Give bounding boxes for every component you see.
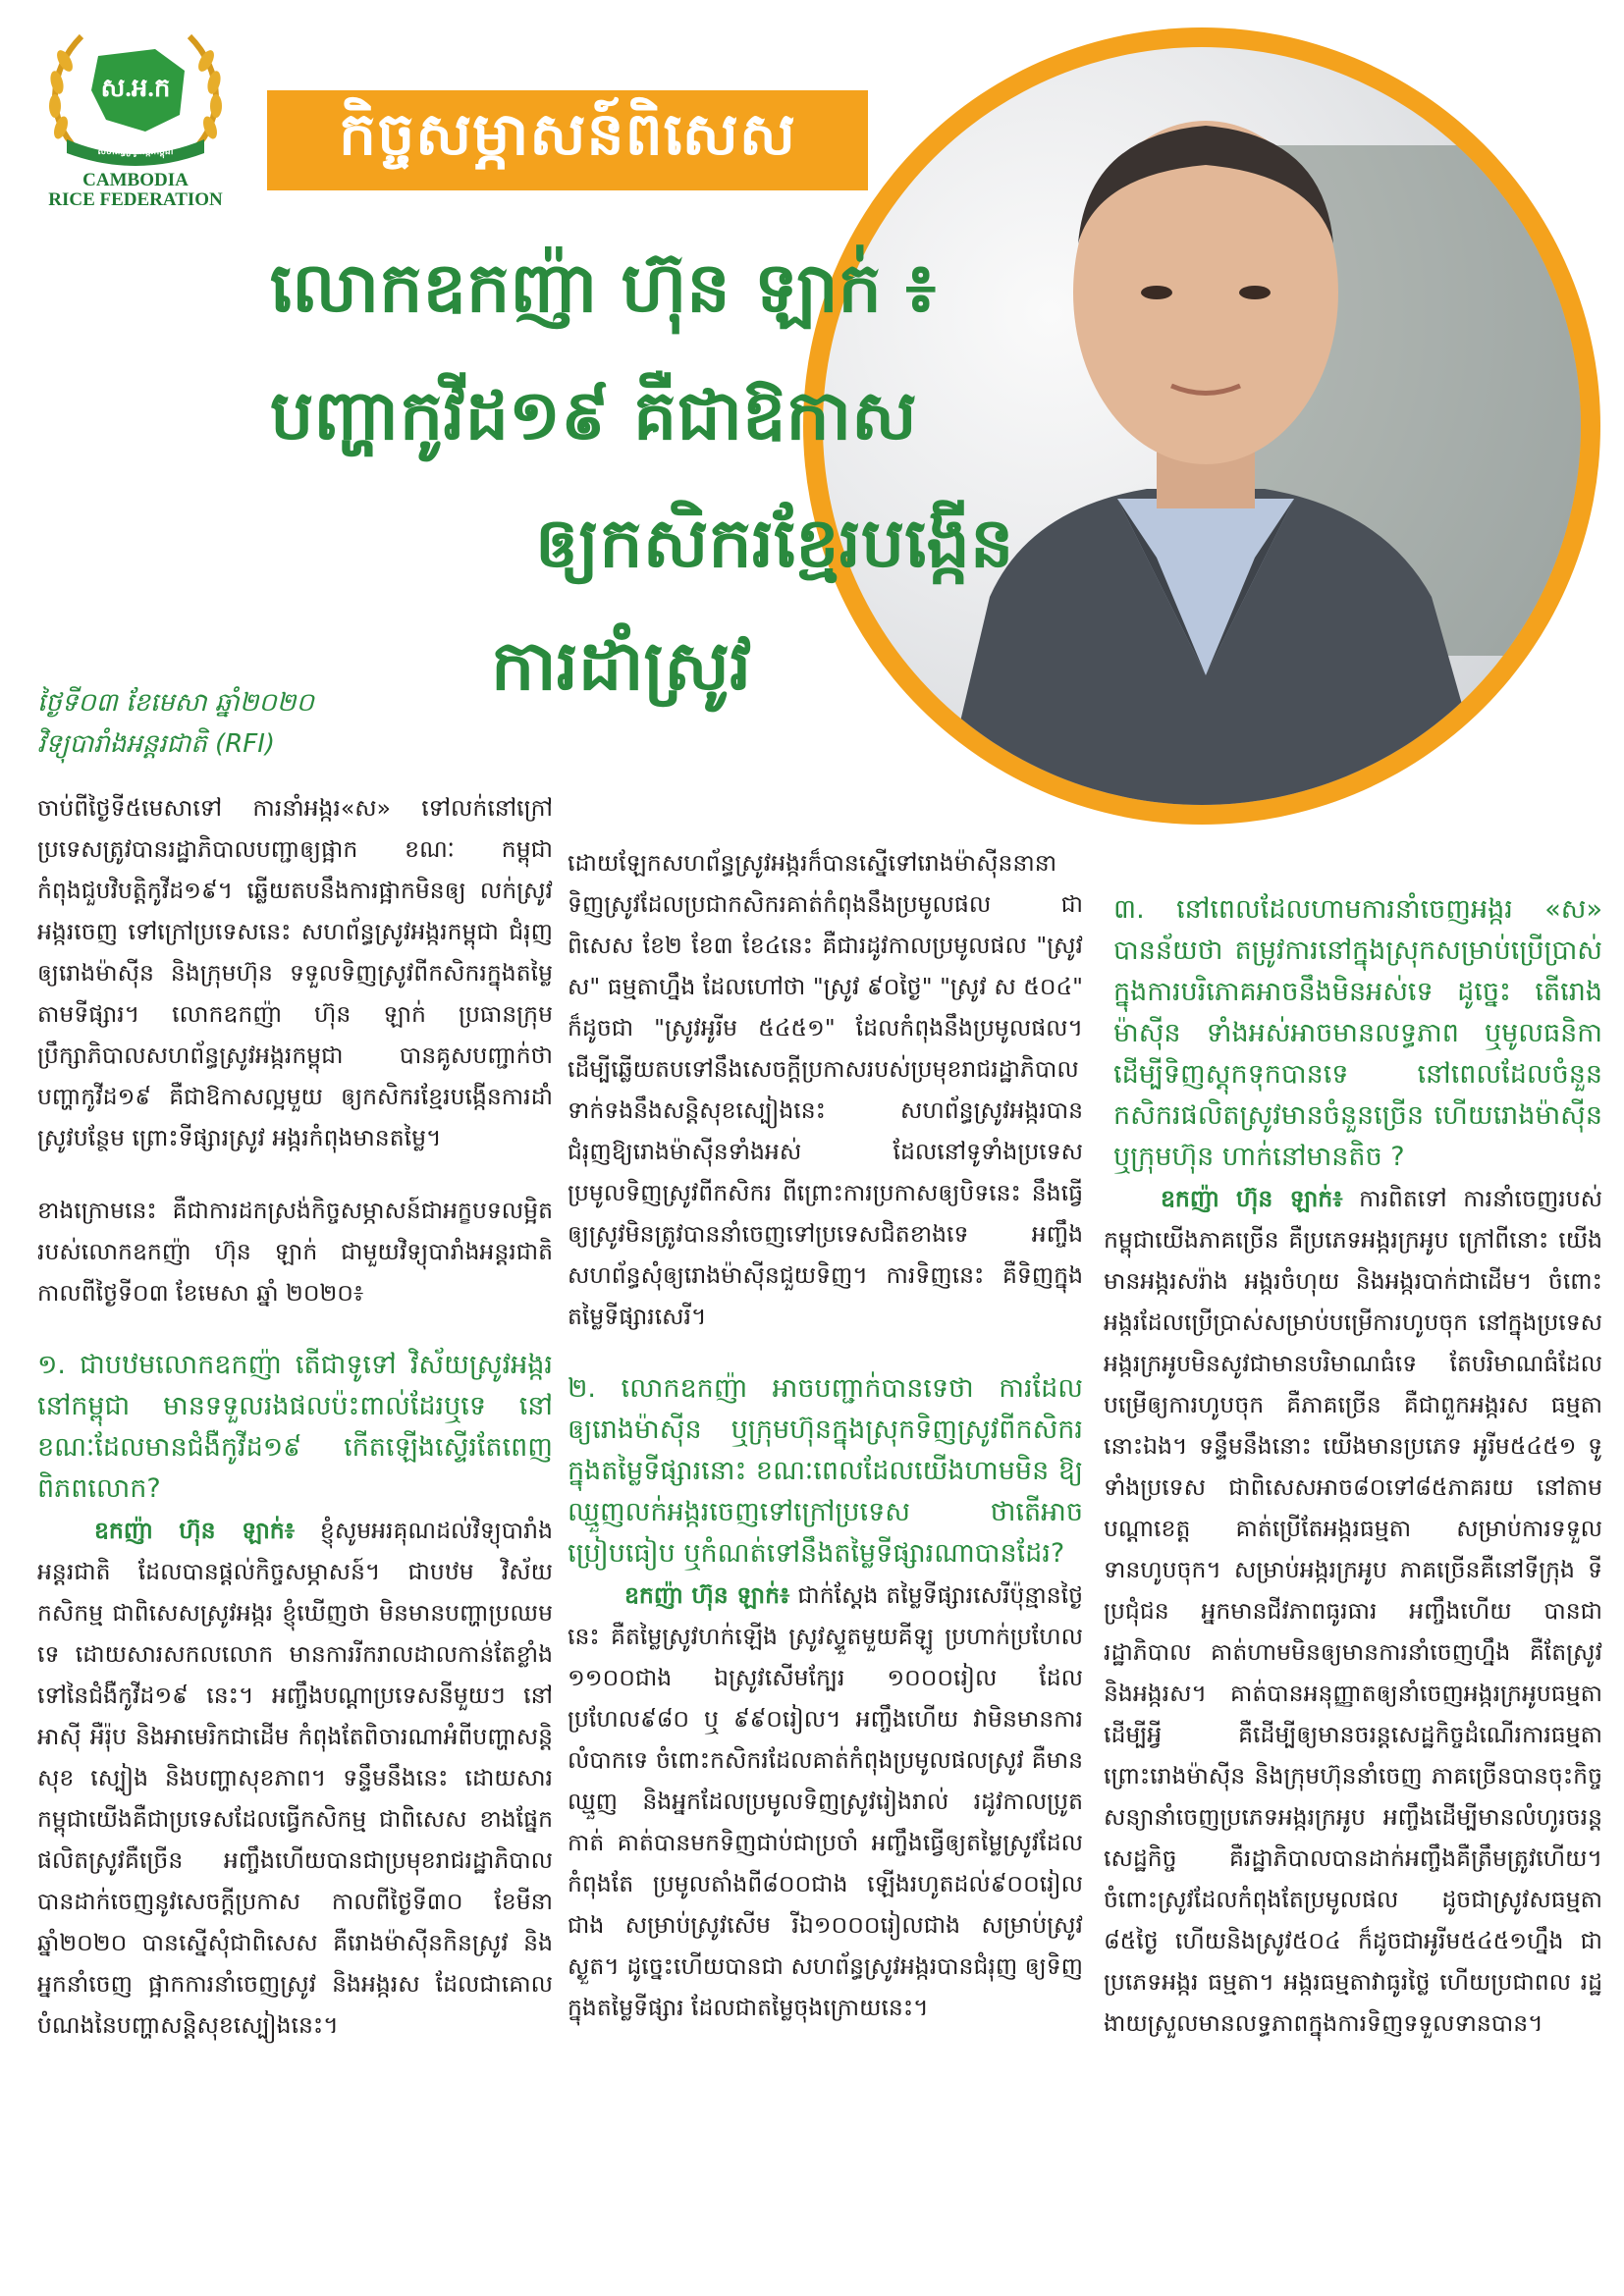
logo-ribbon-text: សហព័ន្ធស្រូវអង្ករកម្ពុជា bbox=[97, 146, 174, 156]
answer-2-text: ជាក់ស្តែង តម្លៃទីផ្សារសេរីប៉ុន្មានថ្ងៃនេះ គឺតម្លៃស្រូវហក់ឡើង ស្រូវស្ទួតមួយគីឡូ ប្រហាក់ប្រហែល ១១០០ជាង ឯស្រូវសើមក្បែរ ១០០០រៀល ដែលប្រហែល៩៨០ ឬ ៩៩០រៀល។ អញ្ចឹងហើយ វាមិនមានការលំបាកទេ ចំពោះកសិករដែលគាត់កំពុងប្រមូលផលស្រូវ គឺមានឈ្មួញ និងអ្នកដែលប្រមូលទិញស្រូវរៀងរាល់ រដូវកាលប្រូតកាត់ គាត់បានមកទិញជាប់ជាប្រចាំ អញ្ចឹងធ្វើឲ្យតម្លៃស្រូវដែលកំពុងតែ ប្រមូលតាំងពី៨០០ជាង ឡើងរហូតដល់៩០០រៀលជាង សម្រាប់ស្រូវសើម រីឯ១០០០រៀលជាង សម្រាប់ស្រូវស្ងួត។ ដូច្នេះហើយបានជា សហព័ន្ធស្រូវអង្ករបានជំរុញ ឲ្យទិញក្នុងតម្លៃទីផ្សារ ដែលជាតម្លៃចុងក្រោយនេះ។ bbox=[568, 1581, 1083, 2021]
headline-line3: ឲ្យកសិករខ្មែរបង្កើន bbox=[535, 503, 1014, 583]
dateline bbox=[37, 682, 314, 765]
answer-1-text: ខ្ញុំសូមអរគុណដល់វិទ្យុបារាំងអន្តរជាតិ ដែលបានផ្តល់កិច្ចសម្ភាសន៍។ ជាបឋម វិស័យកសិកម្ម ជាពិសេសស្រូវអង្ករ ខ្ញុំឃើញថា មិនមានបញ្ហាប្រឈមទេ ដោយសារសកលលោក មានការរីករាលដាលកាន់តែខ្លាំងទៅនៃជំងឺកូវីដ១៩ នេះ។ អញ្ចឹងបណ្តាប្រទេសនីមួយៗ នៅអាស៊ី អឺរ៉ុប និងអាមេរិកជាដើម កំពុងតែពិចារណាអំពីបញ្ហាសន្តិសុខ ស្បៀង និងបញ្ហាសុខភាព។ ទន្ទឹមនឹងនេះ ដោយសារកម្ពុជាយើងគឺជាប្រទេសដែលធ្វើកសិកម្ម ជាពិសេស ខាងផ្នែកផលិតស្រូវគឺច្រើន អញ្ចឹងហើយបានជាប្រមុខរាជរដ្ឋាភិបាល បានដាក់ចេញនូវសេចក្តីប្រកាស កាលពីថ្ងៃទី៣០ ខែមីនា ឆ្នាំ២០២០ បានស្នើសុំជាពិសេស គឺរោងម៉ាស៊ីនកិនស្រូវ និងអ្នកនាំចេញ ផ្អាកការនាំចេញស្រូវ និងអង្ករស ដែលជាគោលបំណងនៃបញ្ហាសន្តិសុខស្បៀងនេះ។ bbox=[37, 1517, 553, 2039]
question-2: ២. លោកឧកញ៉ា អាចបញ្ជាក់បានទេថា ការដែលឲ្យរោងម៉ាស៊ីន ឬក្រុមហ៊ុនក្នុងស្រុកទិញស្រូវពីកសិករក្នុងតម្លៃទីផ្សារនោះ ខណៈពេលដែលយើងហាមមិន ឱ្យឈ្មួញលក់អង្ករចេញទៅក្រៅប្រទេស ថាតើអាចប្រៀបធៀប ឬកំណត់ទៅនឹងតម្លៃទីផ្សារណាបានដែរ? bbox=[568, 1373, 1083, 1569]
article-column-3 bbox=[1104, 889, 1602, 2075]
person-portrait-icon bbox=[823, 47, 1581, 805]
answer-1 bbox=[37, 1510, 553, 2046]
headline-line2: បញ្ហាកូវីដ១៩ គឺជាឱកាស bbox=[270, 375, 917, 455]
speaker-label: ឧកញ៉ា ហ៊ុន ឡាក់៖ bbox=[1161, 1185, 1343, 1212]
cambodia-rice-federation-logo bbox=[37, 22, 234, 228]
headline-line1: លោកឧកញ៉ា ហ៊ុន ឡាក់ ៖ bbox=[270, 247, 937, 328]
answer-3 bbox=[1104, 1178, 1602, 2044]
article-column-1 bbox=[37, 787, 553, 2077]
article-date: ថ្ងៃទី០៣ ខែមេសា ឆ្នាំ២០២០ bbox=[37, 688, 314, 718]
question-1: ១. ជាបឋមលោកឧកញ៉ា តើជាទូទៅ វិស័យស្រូវអង្ករនៅកម្ពុជា មានទទួលរងផលប៉ះពាល់ដែរឬទេ នៅ ខណៈដែលមានជំងឺកូវីដ១៩ កើតឡើងស្ទើរតែពេញពិភពលោក? bbox=[37, 1350, 553, 1504]
answer-3-text: ការពិតទៅ ការនាំចេញរបស់កម្ពុជាយើងភាគច្រើន គឺប្រភេទអង្ករក្រអូប ក្រៅពីនោះ យើងមានអង្ករសរ៉ាង អង្ករចំហុយ និងអង្ករបាក់ជាដើម។ ចំពោះអង្ករដែលប្រើប្រាស់សម្រាប់បម្រើការហូបចុក នៅក្នុងប្រទេស អង្ករក្រអូបមិនសូវជាមានបរិមាណធំទេ តែបរិមាណធំដែលបម្រើឲ្យការហូបចុក គឺភាគច្រើន គឺជាពួកអង្ករស ធម្មតានោះឯង។ ទន្ទឹមនឹងនោះ យើងមានប្រភេទ អូរីម៥៤៥១ ទូទាំងប្រទេស ជាពិសេសអាច៨០ទៅ៨៥ភាគរយ នៅតាមបណ្តាខេត្ត គាត់ប្រើតែអង្ករធម្មតា សម្រាប់ការទទួលទានហូបចុក។ សម្រាប់អង្ករក្រអូប ភាគច្រើនគឺនៅទីក្រុង ទីប្រជុំជន អ្នកមានជីវភាពធូរធារ អញ្ចឹងហើយ បានជារដ្ឋាភិបាល គាត់ហាមមិនឲ្យមានការនាំចេញហ្នឹង គឺតែស្រូវ និងអង្ករស។ គាត់បានអនុញ្ញាតឲ្យនាំចេញអង្ករក្រអូបធម្មតា ដើម្បីអ្វី គឺដើម្បីឲ្យមានចរន្តសេដ្ឋកិច្ចដំណើរការធម្មតា ព្រោះរោងម៉ាស៊ីន និងក្រុមហ៊ុននាំចេញ ភាគច្រើនបានចុះកិច្ចសន្យានាំចេញប្រភេទអង្ករក្រអូប អញ្ចឹងដើម្បីមានលំហូរចរន្តសេដ្ឋកិច្ច គឺរដ្ឋាភិបាលបានដាក់អញ្ចឹងគឺត្រឹមត្រូវហើយ។ ចំពោះស្រូវដែលកំពុងតែប្រមូលផល ដូចជាស្រូវសធម្មតា ៨៥ថ្ងៃ ហើយនិងស្រូវ៥០៤ ក៏ដូចជាអូរីម៥៤៥១ហ្នឹង ជាប្រភេទអង្ករ ធម្មតា។ អង្ករធម្មតាវាធូរថ្លៃ ហើយប្រជាពល រដ្ឋងាយស្រួលមានលទ្ធភាពក្នុងការទិញទទួលទានបាន។ bbox=[1104, 1185, 1602, 2037]
column-2-paragraph: ដោយឡែកសហព័ន្ធស្រូវអង្ករក៏បានស្នើទៅរោងម៉ាស៊ីននានា ទិញស្រូវដែលប្រជាកសិករគាត់កំពុងនឹងប្រមូលផល ជាពិសេស ខែ២ ខែ៣ ខែ៤នេះ គឺជារដូវកាលប្រមូលផល "ស្រូវ ស" ធម្មតាហ្នឹង ដែលហៅថា "ស្រូវ ៩០ថ្ងៃ" "ស្រូវ ស ៥០៤" ក៏ដូចជា "ស្រូវអូរីម ៥៤៥១" ដែលកំពុងនឹងប្រមូលផល។ ដើម្បីឆ្លើយតបទៅនឹងសេចក្តីប្រកាសរបស់ប្រមុខរាជរដ្ឋាភិបាលទាក់ទងនឹងសន្តិសុខស្បៀងនេះ សហព័ន្ធស្រូវអង្ករបានជំរុញឱ្យរោងម៉ាស៊ីនទាំងអស់ ដែលនៅទូទាំងប្រទេសប្រមូលទិញស្រូវពីកសិករ ពីព្រោះការប្រកាសឲ្យបិទនេះ នឹងធ្វើឲ្យស្រូវមិនត្រូវបាននាំចេញទៅប្រទេសជិតខាងទេ អញ្ចឹងសហព័ន្ធសុំឲ្យរោងម៉ាស៊ីនជួយទិញ។ ការទិញនេះ គឺទិញក្នុងតម្លៃទីផ្សារសេរី។ bbox=[568, 849, 1083, 1330]
intro-paragraph-1: ចាប់ពីថ្ងៃទី៥មេសាទៅ ការនាំអង្ករ«ស» ទៅលក់នៅក្រៅប្រទេសត្រូវបានរដ្ឋាភិបាលបញ្ជាឲ្យផ្អាក ខណៈ កម្ពុជាកំពុងជួបវិបត្តិកូវីដ១៩។ ឆ្លើយតបនឹងការផ្អាកមិនឲ្យ លក់ស្រូវអង្ករចេញ ទៅក្រៅប្រទេសនេះ សហព័ន្ធស្រូវអង្ករកម្ពុជា ជំរុញឲ្យរោងម៉ាស៊ីន និងក្រុមហ៊ុន ទទួលទិញស្រូវពីកសិករក្នុងតម្លៃតាមទីផ្សារ។ លោកឧកញ៉ា ហ៊ុន ឡាក់ ប្រធានក្រុមប្រឹក្សាភិបាលសហព័ន្ធស្រូវអង្ករកម្ពុជា បានគូសបញ្ជាក់ថា បញ្ហាកូវីដ១៩ គឺជាឱកាសល្អមួយ ឲ្យកសិករខ្មែរបង្កើនការដាំស្រូវបន្ថែម ព្រោះទីផ្សារស្រូវ អង្ករកំពុងមានតម្លៃ។ bbox=[37, 794, 553, 1151]
intro-paragraph-2: ខាងក្រោមនេះ គឺជាការដកស្រង់កិច្ចសម្ភាសន៍ជាអក្ខបទលម្អិត របស់លោកឧកញ៉ា ហ៊ុន ឡាក់ ជាមួយវិទ្យុបារាំងអន្តរជាតិ កាលពីថ្ងៃទី០៣ ខែមេសា ឆ្នាំ ២០២០៖ bbox=[37, 1197, 553, 1307]
speaker-label: ឧកញ៉ា ហ៊ុន ឡាក់៖ bbox=[94, 1517, 296, 1544]
speaker-label: ឧកញ៉ា ហ៊ុន ឡាក់៖ bbox=[624, 1581, 790, 1609]
article-column-2 bbox=[568, 842, 1083, 2059]
logo-name-line1: CAMBODIA bbox=[82, 170, 189, 190]
special-interview-banner: កិច្ចសម្ភាសន៍ពិសេស bbox=[267, 90, 868, 190]
question-3: ៣. នៅពេលដែលហាមការនាំចេញអង្ករ «ស» បានន័យថា តម្រូវការនៅក្នុងស្រុកសម្រាប់ប្រើប្រាស់ ក្នុងការបរិភោគអាចនឹងមិនអស់ទេ ដូច្នេះ តើរោងម៉ាស៊ីន ទាំងអស់អាចមានលទ្ធភាព ឬមូលធនិកា ដើម្បីទិញស្តុកទុកបានទេ នៅពេលដែលចំនួនកសិករផលិតស្រូវមានចំនួនច្រើន ហើយរោងម៉ាស៊ីន ឬក្រុមហ៊ុន ហាក់នៅមានតិច ? bbox=[1113, 894, 1602, 1172]
portrait-photo bbox=[823, 47, 1581, 805]
headline-line4: ការដាំស្រូវ bbox=[491, 625, 752, 706]
answer-2 bbox=[568, 1575, 1083, 2028]
logo-emblem-text: ស.អ.ក bbox=[100, 74, 171, 102]
logo-name-line2: RICE FEDERATION bbox=[48, 189, 223, 210]
article-source: វិទ្យុបារាំងអន្តរជាតិ (RFI) bbox=[37, 729, 276, 759]
